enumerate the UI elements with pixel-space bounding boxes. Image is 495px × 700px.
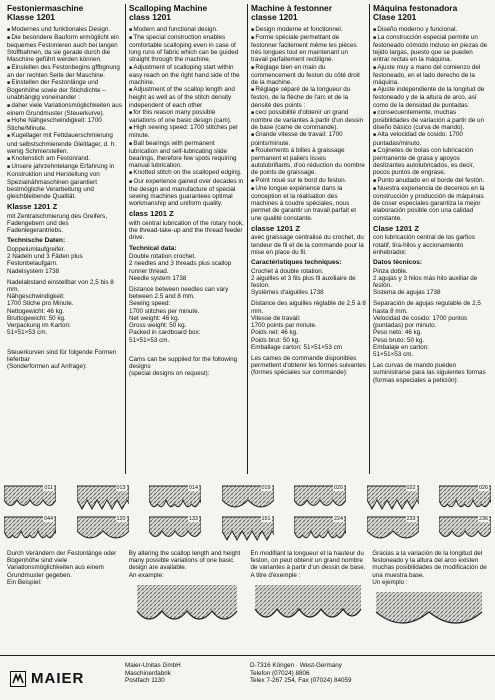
section-heading: Datos técnicos: <box>373 259 423 267</box>
pattern-number: 133 <box>189 516 198 522</box>
feature-bullet: ■ Einstellen des Festonbegins gffbgnung an der rechten Seite der Maschine. <box>7 64 122 79</box>
feature-bullet: ■ Nuestra experiencia de decenios en la construcción y producción de máquinas de coser especiales garantiza la mejor elaboración posible con una calidad constante. <box>373 185 488 222</box>
paragraph: Crochet à double rotation. 2 aiguilles et 3 fils plus fil auxiliaire de feston. Systèmes d'aiguilles 1738 <box>251 267 356 297</box>
variation-text-es: Gracias a la variación de la longitud del festoneado y la altura del arco existen muchas posibilidades de modificación de una muestra base. Un ejemplo : <box>372 550 487 586</box>
paragraph: Doppelumlaufgreifer. 2 Nadeln und 3 Fäden plus Festonbelaufgarn. Nadelsystem 1738 <box>7 246 83 275</box>
paragraph: Nadelabstand einstellbar von 2,5 bis 8 mm. Nähgeschwindigkeit: 1700 Stiche pro Minute. Nettogewicht: 46 kg. Bruttogewicht: 50 kg. Verpackung im Karton: 51×51×53 cm. <box>7 278 114 337</box>
feature-bullet: ■ Diseño moderno y funcional. <box>373 26 488 34</box>
feature-bullet: ■ Our experience gained over decades in the design and manufacture of special sewing machines guarantees optimal workmanship and uniform quality. <box>129 178 244 208</box>
pattern-number: 019 <box>261 485 271 491</box>
feature-bullet: ■ The special construction enables comfortable scalloping even in case of long runs of fabric which can be guided straight through the machine. <box>129 34 244 64</box>
paragraph: Separación de agujas regulable de 2,5 hasta 8 mm. Velocidad de cosido: 1700 puntos (puntadas) por minuto. Peso neto: 46 kg. Peso bruto: 50 kg. Embalaje en carton: 51×51×53 cm. <box>373 300 481 358</box>
maier-logo <box>10 670 84 687</box>
variation-en <box>126 550 248 652</box>
feature-bullet: ■ Cojinetes de bolas con lubricación permanente de grasa y apoyos deslizantes autolubricados, es decir, pocos puntos de engrase. <box>373 147 488 177</box>
company-address: Maier-Unitas GmbH Maschinenfabrik Postfach 1130 <box>125 662 181 685</box>
scallop-pattern <box>4 484 56 511</box>
scallop-patterns <box>4 484 491 546</box>
feature-bullet: ■ daher viele Variationsmöglichkeiten aus einem Grundmuster (Steuerkurve). <box>7 102 122 117</box>
scallop-pattern <box>4 515 56 542</box>
feature-bullet: ■ Ajuste independiente de la longitud de festoneado y de la altura de arco, así como de la densidad de puntadas: <box>373 86 488 109</box>
pattern-row-1 <box>4 484 491 511</box>
feature-bullet: ■ Roulements à billes à graissage permanent et paliers lisses autolubrifiants, d'où réduction du nombre de points de graissage. <box>251 147 366 177</box>
pattern-row-2 <box>4 515 491 542</box>
scallop-sample-b <box>251 583 367 627</box>
feature-bullet: ■ Ball bearings with permanent lubrication and self-lubricating slide bearings, therefore few spots requiring manual lubrication. <box>129 140 244 170</box>
feature-bullet: ■ High sewing speed: 1700 stitches per minute. <box>129 124 244 139</box>
feature-bullet: ■ Unsere jahrzehntelange Erfahrung in Konstruktion und Herstellung von Spezialnähmaschinen garantiert bestmögliche Verarbeitung und gleichbleibende Qualität. <box>7 163 122 200</box>
column-title: Festoniermaschine Klasse 1201 <box>7 4 84 23</box>
scallop-pattern <box>77 484 129 511</box>
column-title: Scalloping Machine class 1201 <box>129 4 208 23</box>
variation-fr <box>248 550 370 652</box>
subheading: class 1201 Z <box>129 209 174 219</box>
feature-bullet: ■ Forme spéciale permettant de festonner facilement même les pièces très longues tout en maintenant un travail parfaitement rectiligne. <box>251 34 366 64</box>
paragraph: Distance between needles can vary between 2.5 and 8 mm. Sewing speed: 1700 stitches per minute. Net weight: 46 kg. Gross weight: 50 kg. Packed in cardboard box: 51×51×53 cm. <box>129 286 229 344</box>
pattern-number: 224 <box>334 516 343 522</box>
paragraph: mit Zentralschmierung des Greifers, Fadengebern und des Fadenlegerantriebs. <box>7 212 108 235</box>
feature-bullet: ■ for this reason many possible variations of one basic design (cam). <box>129 109 244 124</box>
column-fr <box>247 4 369 474</box>
scallop-pattern <box>294 515 346 542</box>
feature-bullet: ■ Knotenstich am Festonrand. <box>7 155 122 163</box>
variation-de <box>4 550 126 652</box>
pattern-number: 022 <box>406 485 416 491</box>
section-heading: Technische Daten: <box>7 237 66 245</box>
logo-mark-icon <box>10 671 26 687</box>
scallop-pattern <box>77 515 129 542</box>
paragraph: Les cames de commande disponibles permettent d'obtenir les formes suivantes (formes spéciales sur commande): <box>251 354 366 377</box>
column-title: Machine à festonner classe 1201 <box>251 4 332 23</box>
feature-bullet: ■ Point noué sur le bord du feston. <box>251 177 366 185</box>
paragraph: Steuerkurven sind für folgende Formen lieferbar (Sonderformen auf Anfrage): <box>7 348 117 370</box>
column-de <box>4 4 125 474</box>
paragraph: Las curvas de mando pueden suministrarse para las siguientes formas (formas especiales a petición): <box>373 362 486 384</box>
feature-bullet: ■ Réglage bien en main du commencement du feston du côté droit de la machine. <box>251 64 366 87</box>
scallop-pattern <box>149 484 201 511</box>
pattern-number: 233 <box>406 516 416 522</box>
scallop-pattern <box>439 515 491 542</box>
paragraph: Distance des aiguilles réglable de 2,5 à 8 mm. Vitesse de travail: 1700 points par minute. Poids net: 46 kg. Poids brut: 50 kg. Emballage carton: 51×51×53 cm <box>251 300 366 351</box>
feature-bullet: ■ Knotted stitch on the scalloped edging. <box>129 169 244 177</box>
feature-bullet: ■ Einstellen der Festonlänge und Bogenhöhe sowie der Stichdichte – unabhängig voneinander : <box>7 79 122 102</box>
subheading: Clase 1201 Z <box>373 223 420 233</box>
feature-bullet: ■ Punto anudado en el borde del festón. <box>373 177 488 185</box>
feature-bullet: ■ Adjustment of scalloping start within easy reach on the right hand side of the machine. <box>129 64 244 87</box>
feature-bullet: ■ Ajuste muy a mano del comienzo del festoneado, en el lado derecho de la máquina. <box>373 64 488 87</box>
text-columns <box>4 4 491 474</box>
column-es <box>369 4 491 474</box>
subheading: classe 1201 Z <box>251 223 300 233</box>
contact-address: D-7316 Köngen · West-Germany Telefon (07024) 8806 Telex 7-267 254, Fax (07024) 84059 <box>250 662 352 685</box>
feature-bullet: ■ Kugellager mit Fettdauerschmierung und selbstschmierende Gleitlager, d. h. wenig Schmierstellen. <box>7 132 122 155</box>
feature-bullet: ■ La construcción especial permite un festoneado cómodo incluso en piezas de tejido largas, puesto que se pueden entrar rectas en la máquina. <box>373 34 488 64</box>
feature-bullet: ■ Alta velocidad de cosido: 1700 puntadas/minuto. <box>373 131 488 146</box>
scallop-pattern <box>222 484 274 511</box>
pattern-number: 011 <box>44 485 53 491</box>
subheading: Klasse 1201 Z <box>7 202 58 212</box>
feature-bullet: ■ Design moderne et fonctionnel. <box>251 26 366 34</box>
paragraph: con lubricación central de los garfios rotatif, tira-hilos y accionamiento enhebrador. <box>373 234 475 256</box>
feature-bullet: ■ Die besondere Bauform ermöglicht ein bequemes Festonieren auch bei langen Stoffbahnen, da sie gerade durch die Maschine geführt werden können. <box>7 34 122 64</box>
feature-bullet: ■ Réglage séparé de la longueur du feston, de la flèche de l'arc et de la densité des points : <box>251 86 366 109</box>
scallop-pattern <box>439 484 491 511</box>
scallop-pattern <box>367 515 419 542</box>
logo-text: MAIER <box>31 670 85 687</box>
feature-bullet: ■ ceci possibilité d'obtenir un grand nombre de variantes à partir d'un dessin de base (came de commande). <box>251 109 366 132</box>
feature-bullet: ■ Grande vitesse de travail: 1700 points/minute. <box>251 131 366 146</box>
feature-bullet: ■ consecuentemente, muchas posibilidades de variación a partir de un diseño básico (curva de mando). <box>373 109 488 132</box>
scallop-pattern <box>222 515 274 542</box>
pattern-number: 044 <box>44 516 53 522</box>
paragraph: avec graissage centralisé du crochet, du tendeur de fil et de la commande pour la mise en place du fil. <box>251 234 364 256</box>
variation-text-fr: En modifiant la longueur et la hauteur du feston, on peut obtenir un grand nombre de variantes à partir d'un dessin de base. A titre d'exemple : <box>250 550 366 579</box>
variation-notes <box>4 550 491 652</box>
section-heading: Caractéristiques techniques: <box>251 259 342 267</box>
section-heading: Technical data: <box>129 244 177 252</box>
scallop-pattern <box>294 484 346 511</box>
scallop-pattern <box>149 515 201 542</box>
feature-bullet: ■ Hohe Nähgeschwindigkeit: 1700 Stiche/Minute. <box>7 117 122 132</box>
scallop-sample-c <box>372 590 488 634</box>
paragraph: Cams can be supplied for the following designs (special designs on request): <box>129 355 238 378</box>
column-en <box>125 4 247 474</box>
paragraph: with central lubrication of the rotary hook, the thread-take-up and the thread feeder drive. <box>129 220 244 242</box>
variation-text-en: By altering the scallop length and height many possible variations of one basic design are available. An example: <box>128 550 241 579</box>
variation-text-de: Durch Verändern der Festonlänge oder Bogenhöhe sind viele Variationsmöglichkeiten aus einem Grundmuster gegeben. Ein Beispiel: <box>7 550 117 586</box>
scallop-sample-a <box>129 583 245 627</box>
feature-bullet: ■ Modernes und funktionales Design. <box>7 26 122 34</box>
paragraph: Pinza doble. 2 agujas y 3 hilos más hilo auxiliar de festón. Sistema de agujas 1738 <box>373 267 478 297</box>
footer <box>0 655 495 700</box>
paragraph: Double rotation crochet. 2 needles and 3 threads plus scallop runner thread. Needle system 1738 <box>129 253 232 282</box>
scallop-pattern <box>367 484 419 511</box>
pattern-number: 026 <box>479 485 488 491</box>
pattern-number: 236 <box>479 516 488 522</box>
pattern-number: 120 <box>116 516 126 522</box>
column-title: Máquina festonadora Clase 1201 <box>373 4 458 23</box>
pattern-number: 014 <box>189 485 198 491</box>
pattern-number: 151 <box>261 516 271 522</box>
pattern-number: 013 <box>116 485 126 491</box>
pattern-number: 020 <box>334 485 343 491</box>
feature-bullet: ■ Modern and functional design. <box>129 26 244 34</box>
feature-bullet: ■ Adjustment of the scallop length and height as well as of the stitch density independent of each other <box>129 86 244 109</box>
feature-bullet: ■ Une longue expérience dans la conception et la réalisation des machines à coudre spéciales, nous permet de garantir un travail parfait et une qualité constante. <box>251 185 366 222</box>
variation-es <box>369 550 491 652</box>
